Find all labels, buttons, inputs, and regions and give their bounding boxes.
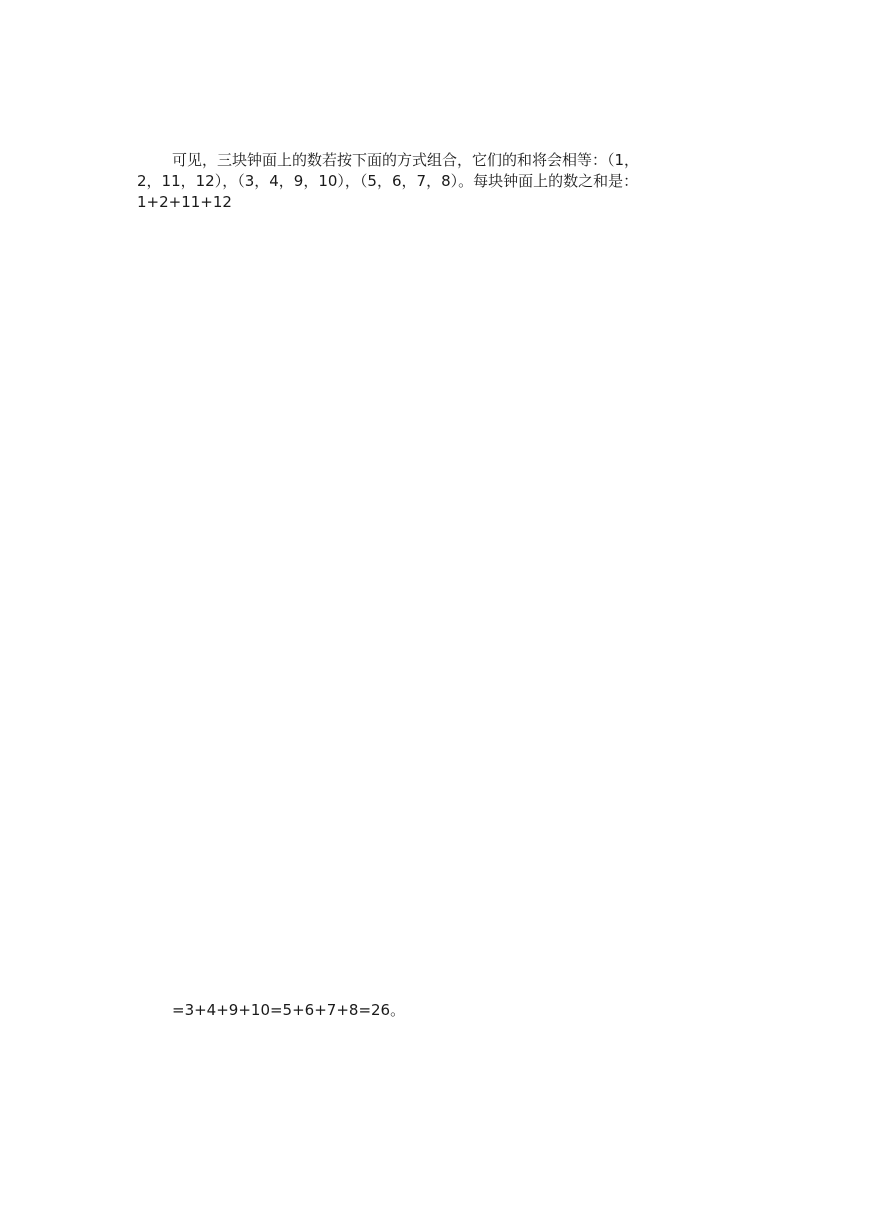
paragraph-2: =3+4+9+10=5+6+7+8=26。 <box>172 1001 406 1019</box>
paragraph-1-line-1: 可见，三块钟面上的数若按下面的方式组合，它们的和将会相等：（1， <box>172 151 640 169</box>
paragraph-1-line-2: 2，11，12），（3，4，9，10），（5，6，7，8）。每块钟面上的数之和是： <box>137 172 639 190</box>
paragraph-1-line-3: 1+2+11+12 <box>137 193 232 211</box>
